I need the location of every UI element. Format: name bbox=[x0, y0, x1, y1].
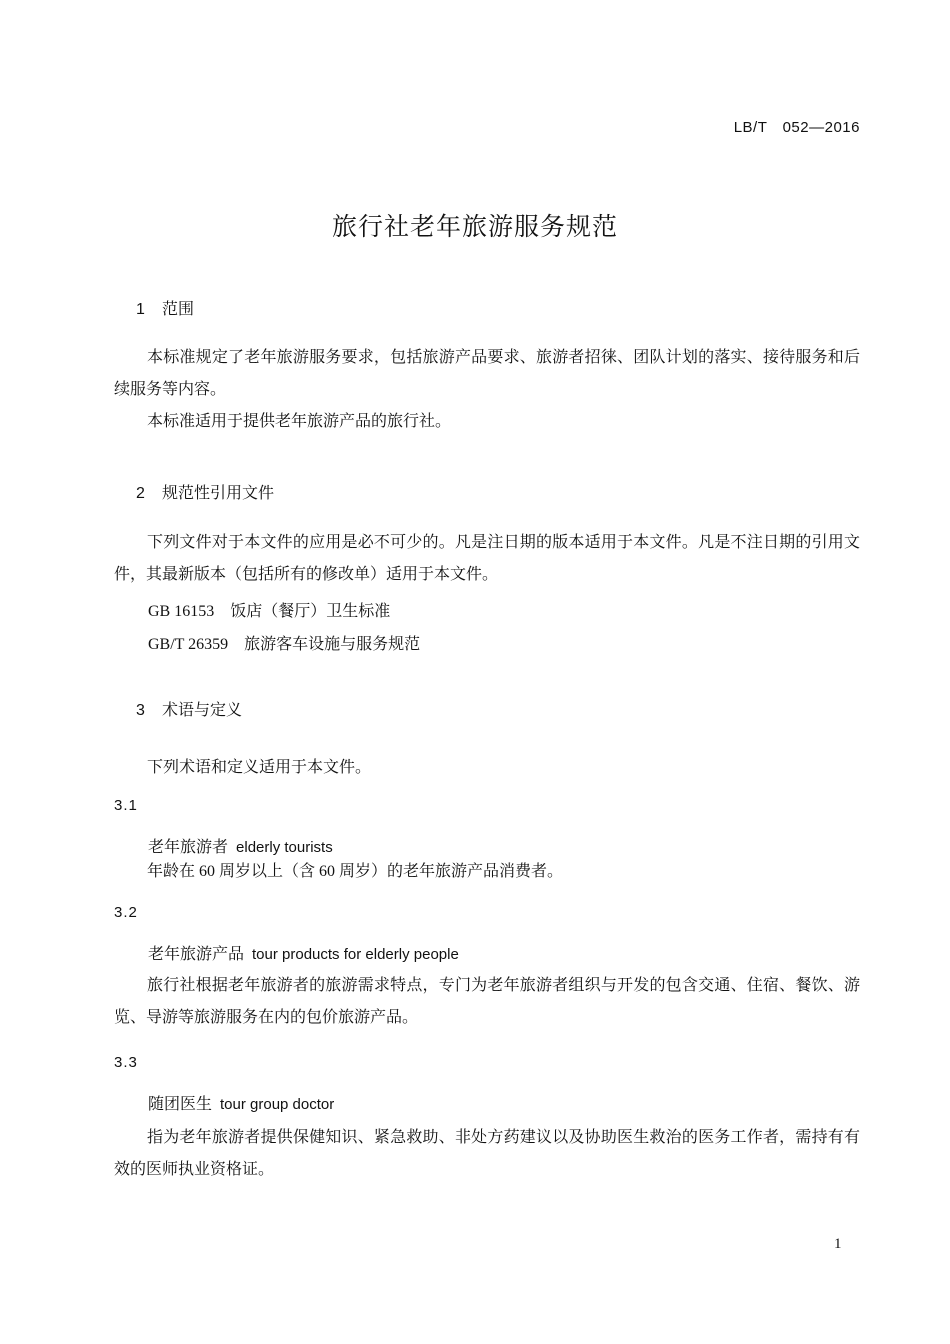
term-entry bbox=[148, 834, 333, 857]
reference-code: GB/T 26359 bbox=[148, 636, 229, 653]
term-definition: 年龄在 60 周岁以上（含 60 周岁）的老年旅游产品消费者。 bbox=[147, 863, 564, 880]
clause-number: 3.3 bbox=[114, 1054, 138, 1071]
paragraph: 下列文件对于本文件的应用是必不可少的。凡是注日期的版本适用于本文件。凡是不注日期的引用文件，其最新版本（包括所有的修改单）适用于本文件。 bbox=[114, 534, 860, 583]
section-title: 术语与定义 bbox=[162, 702, 243, 719]
section-heading-scope bbox=[136, 296, 194, 319]
reference-item bbox=[148, 598, 390, 621]
section-title: 范围 bbox=[162, 301, 195, 318]
section-heading-terms-definitions bbox=[136, 697, 242, 720]
term-chinese: 老年旅游产品 bbox=[148, 946, 245, 963]
term-english: tour products for elderly people bbox=[252, 946, 459, 963]
paragraph: 下列术语和定义适用于本文件。 bbox=[147, 759, 372, 776]
paragraph: 本标准规定了老年旅游服务要求，包括旅游产品要求、旅游者招徕、团队计划的落实、接待服务和后续服务等内容。 bbox=[114, 349, 860, 398]
reference-name: 旅游客车设施与服务规范 bbox=[244, 636, 421, 653]
term-entry bbox=[148, 941, 459, 964]
term-chinese: 老年旅游者 bbox=[148, 839, 229, 856]
section-number: 2 bbox=[136, 485, 145, 502]
reference-name: 饭店（餐厅）卫生标准 bbox=[230, 603, 391, 620]
section-number: 3 bbox=[136, 702, 145, 719]
term-definition: 旅行社根据老年旅游者的旅游需求特点，专门为老年旅游者组织与开发的包含交通、住宿、餐饮、游览、导游等旅游服务在内的包价旅游产品。 bbox=[114, 977, 860, 1026]
term-chinese: 随团医生 bbox=[148, 1096, 213, 1113]
paragraph: 本标准适用于提供老年旅游产品的旅行社。 bbox=[147, 413, 452, 430]
term-english: elderly tourists bbox=[236, 839, 333, 856]
term-entry bbox=[148, 1091, 334, 1114]
term-english: tour group doctor bbox=[220, 1096, 335, 1113]
section-title: 规范性引用文件 bbox=[162, 485, 275, 502]
clause-number: 3.1 bbox=[114, 797, 138, 814]
clause-number: 3.2 bbox=[114, 904, 138, 921]
reference-code: GB 16153 bbox=[148, 603, 215, 620]
standard-code: LB/T 052—2016 bbox=[733, 119, 860, 136]
term-definition: 指为老年旅游者提供保健知识、紧急救助、非处方药建议以及协助医生救治的医务工作者，需持有有效的医师执业资格证。 bbox=[114, 1129, 860, 1178]
section-heading-normative-references bbox=[136, 480, 274, 503]
section-number: 1 bbox=[136, 301, 145, 318]
document-title: 旅行社老年旅游服务规范 bbox=[331, 213, 618, 241]
page-number: 1 bbox=[834, 1236, 842, 1252]
reference-item bbox=[148, 631, 420, 654]
